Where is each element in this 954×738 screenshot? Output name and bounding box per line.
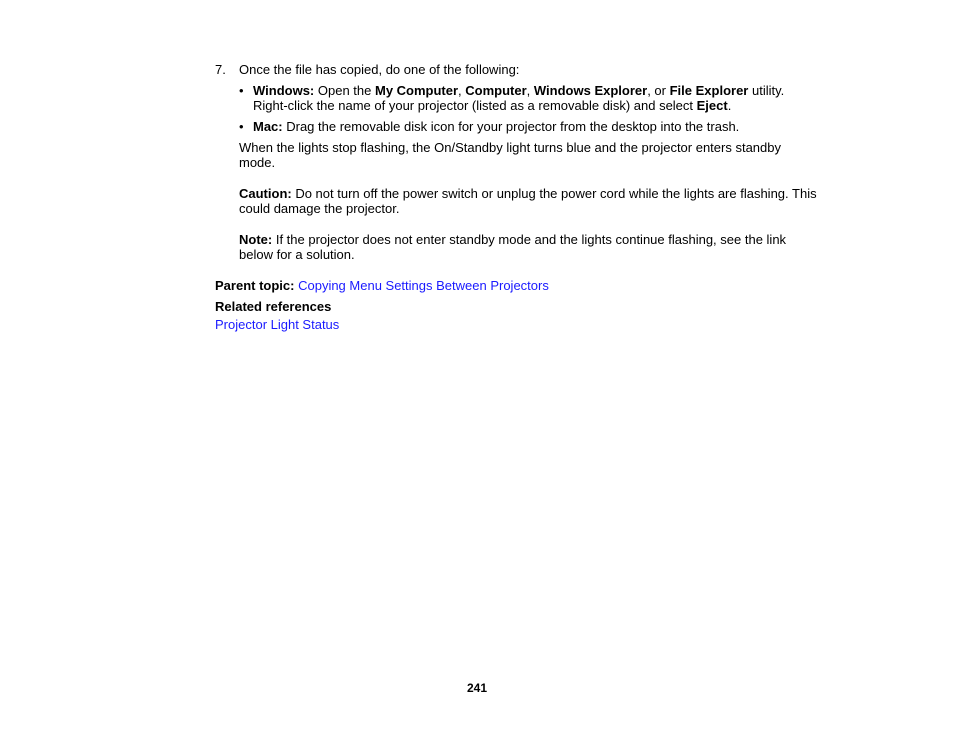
- separator: ,: [526, 83, 534, 98]
- bullet-windows-line1: [253, 83, 829, 98]
- parent-topic-label: Parent topic:: [215, 278, 295, 293]
- windows-explorer-term: Windows Explorer: [533, 83, 648, 98]
- bullet-marker: •: [239, 119, 244, 134]
- caution-label: Caution:: [239, 186, 292, 201]
- step-text: Once the file has copied, do one of the following:: [239, 62, 520, 77]
- computer-term: Computer: [465, 83, 527, 98]
- note-text: If the projector does not enter standby mode and the lights continue flashing, see the link: [272, 232, 787, 247]
- caution-text: Do not turn off the power switch or unplug the power cord while the lights are flashing. This: [291, 186, 817, 201]
- caution-line2: could damage the projector.: [239, 201, 400, 216]
- parent-topic-link[interactable]: Copying Menu Settings Between Projectors: [298, 278, 549, 293]
- projector-light-status-link[interactable]: Projector Light Status: [215, 317, 340, 332]
- related-references-title: Related references: [215, 299, 332, 314]
- windows-line2-end: .: [727, 98, 732, 113]
- standby-line2: mode.: [239, 155, 276, 170]
- parent-topic: [215, 278, 549, 293]
- note-label: Note:: [239, 232, 273, 247]
- caution-line1: [239, 186, 817, 201]
- bullet-marker: •: [239, 83, 244, 98]
- my-computer-term: My Computer: [374, 83, 459, 98]
- caution-paragraph: [239, 186, 817, 216]
- standby-paragraph: [239, 140, 781, 170]
- file-explorer-term: File Explorer: [669, 83, 749, 98]
- note-paragraph: [239, 232, 786, 262]
- mac-label: Mac:: [253, 119, 283, 134]
- standby-line1: When the lights stop flashing, the On/Standby light turns blue and the projector enters standby: [239, 140, 781, 155]
- step-number: 7.: [215, 62, 226, 77]
- mac-text: Drag the removable disk icon for your projector from the desktop into the trash.: [282, 119, 740, 134]
- windows-text: Open the: [314, 83, 375, 98]
- bullet-mac: [239, 119, 829, 134]
- separator: ,: [458, 83, 466, 98]
- bullet-windows-line2: [253, 98, 829, 113]
- windows-text-end: utility.: [748, 83, 785, 98]
- bullet-mac-line: [253, 119, 829, 134]
- page-number: 241: [466, 681, 488, 695]
- eject-term: Eject: [696, 98, 728, 113]
- windows-line2-text: Right-click the name of your projector (listed as a removable disk) and select: [253, 98, 697, 113]
- note-line1: [239, 232, 786, 247]
- note-line2: below for a solution.: [239, 247, 355, 262]
- bullet-windows: [239, 83, 829, 113]
- separator: , or: [647, 83, 670, 98]
- windows-label: Windows:: [253, 83, 315, 98]
- related-reference-item: [215, 317, 339, 332]
- related-references-heading: [215, 299, 331, 314]
